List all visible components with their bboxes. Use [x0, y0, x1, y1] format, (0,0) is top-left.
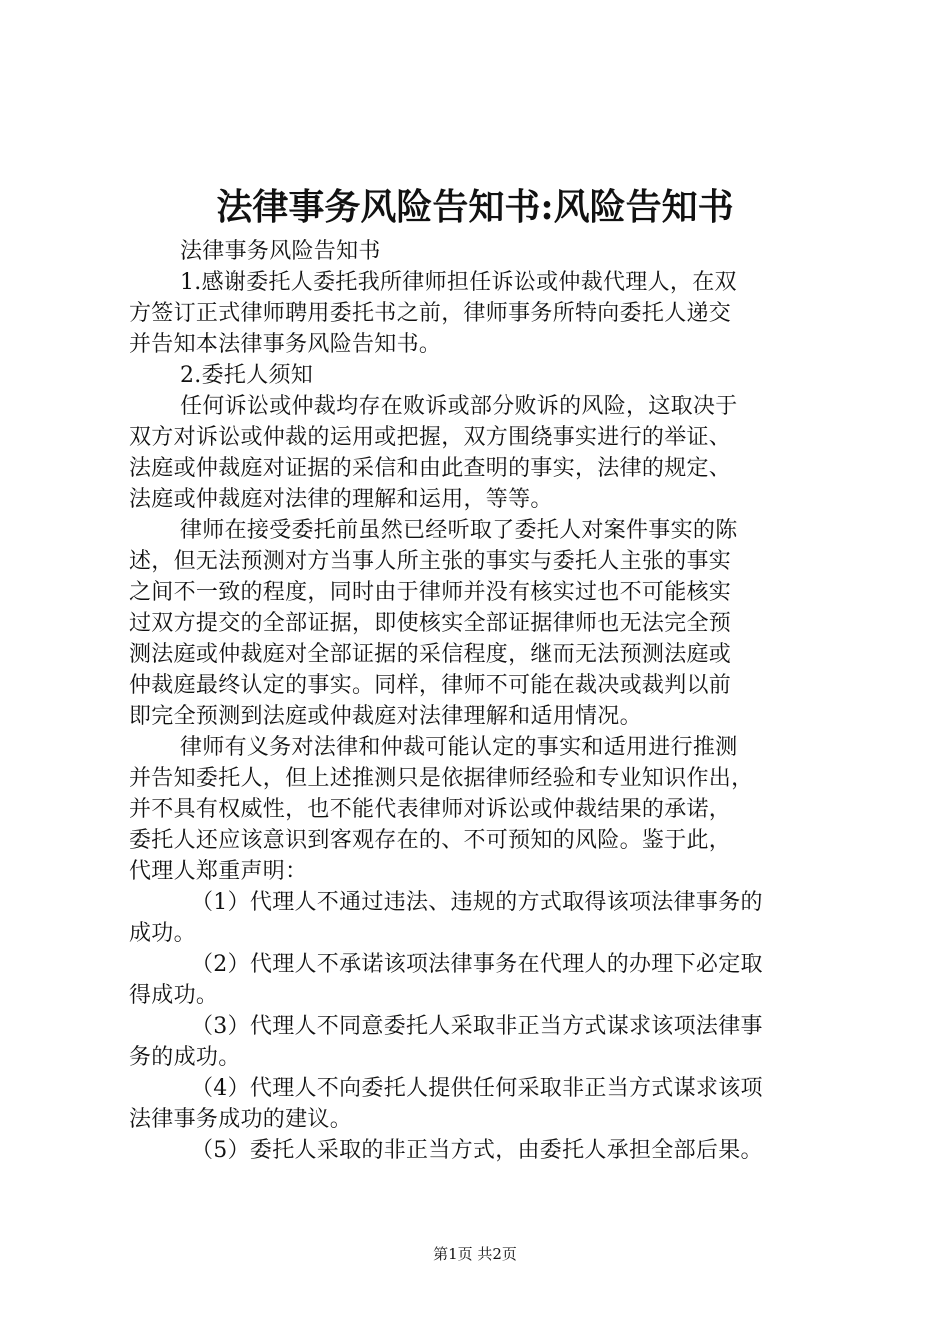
body-line: （3）代理人不同意委托人采取非正当方式谋求该项法律事	[191, 1014, 763, 1039]
body-line: 并告知本法律事务风险告知书。	[129, 332, 442, 357]
document-body	[129, 236, 829, 1166]
body-line: 1.感谢委托人委托我所律师担任诉讼或仲裁代理人，在双	[180, 270, 737, 295]
body-line: 律师有义务对法律和仲裁可能认定的事实和适用进行推测	[180, 735, 738, 760]
page-footer: 第1页 共2页	[433, 1245, 517, 1263]
body-line: 述，但无法预测对方当事人所主张的事实与委托人主张的事实	[129, 549, 732, 574]
body-line: 2.委托人须知	[180, 363, 314, 388]
body-line: 仲裁庭最终认定的事实。同样，律师不可能在裁决或裁判以前	[129, 673, 732, 698]
body-line: 测法庭或仲裁庭对全部证据的采信程度，继而无法预测法庭或	[129, 642, 732, 667]
body-line: 即完全预测到法庭或仲裁庭对法律理解和适用情况。	[129, 704, 642, 729]
body-line: 法律事务风险告知书	[180, 239, 381, 264]
body-line: 双方对诉讼或仲裁的运用或把握，双方围绕事实进行的举证、	[129, 425, 732, 450]
body-line: 任何诉讼或仲裁均存在败诉或部分败诉的风险，这取决于	[180, 394, 738, 419]
body-line: 法庭或仲裁庭对法律的理解和运用，等等。	[129, 487, 553, 512]
body-line: （2）代理人不承诺该项法律事务在代理人的办理下必定取	[191, 952, 763, 977]
body-line: 过双方提交的全部证据，即使核实全部证据律师也无法完全预	[129, 611, 732, 636]
body-line: 得成功。	[129, 983, 219, 1008]
body-line: （4）代理人不向委托人提供任何采取非正当方式谋求该项	[191, 1076, 763, 1101]
body-line: 之间不一致的程度，同时由于律师并没有核实过也不可能核实	[129, 580, 732, 605]
body-line: 并不具有权威性，也不能代表律师对诉讼或仲裁结果的承诺，	[129, 797, 732, 822]
document-title: 法律事务风险告知书:风险告知书	[216, 186, 734, 228]
body-line: （5）委托人采取的非正当方式，由委托人承担全部后果。	[191, 1138, 763, 1163]
body-line: （1）代理人不通过违法、违规的方式取得该项法律事务的	[191, 890, 763, 915]
body-line: 委托人还应该意识到客观存在的、不可预知的风险。鉴于此，	[129, 828, 732, 853]
body-line: 方签订正式律师聘用委托书之前，律师事务所特向委托人递交	[129, 301, 732, 326]
body-line: 代理人郑重声明：	[129, 859, 308, 884]
body-line: 成功。	[129, 921, 196, 946]
body-line: 法庭或仲裁庭对证据的采信和由此查明的事实，法律的规定、	[129, 456, 732, 481]
body-line: 务的成功。	[129, 1045, 241, 1070]
body-line: 律师在接受委托前虽然已经听取了委托人对案件事实的陈	[180, 518, 738, 543]
body-line: 法律事务成功的建议。	[129, 1107, 353, 1132]
body-line: 并告知委托人，但上述推测只是依据律师经验和专业知识作出，	[129, 766, 754, 791]
